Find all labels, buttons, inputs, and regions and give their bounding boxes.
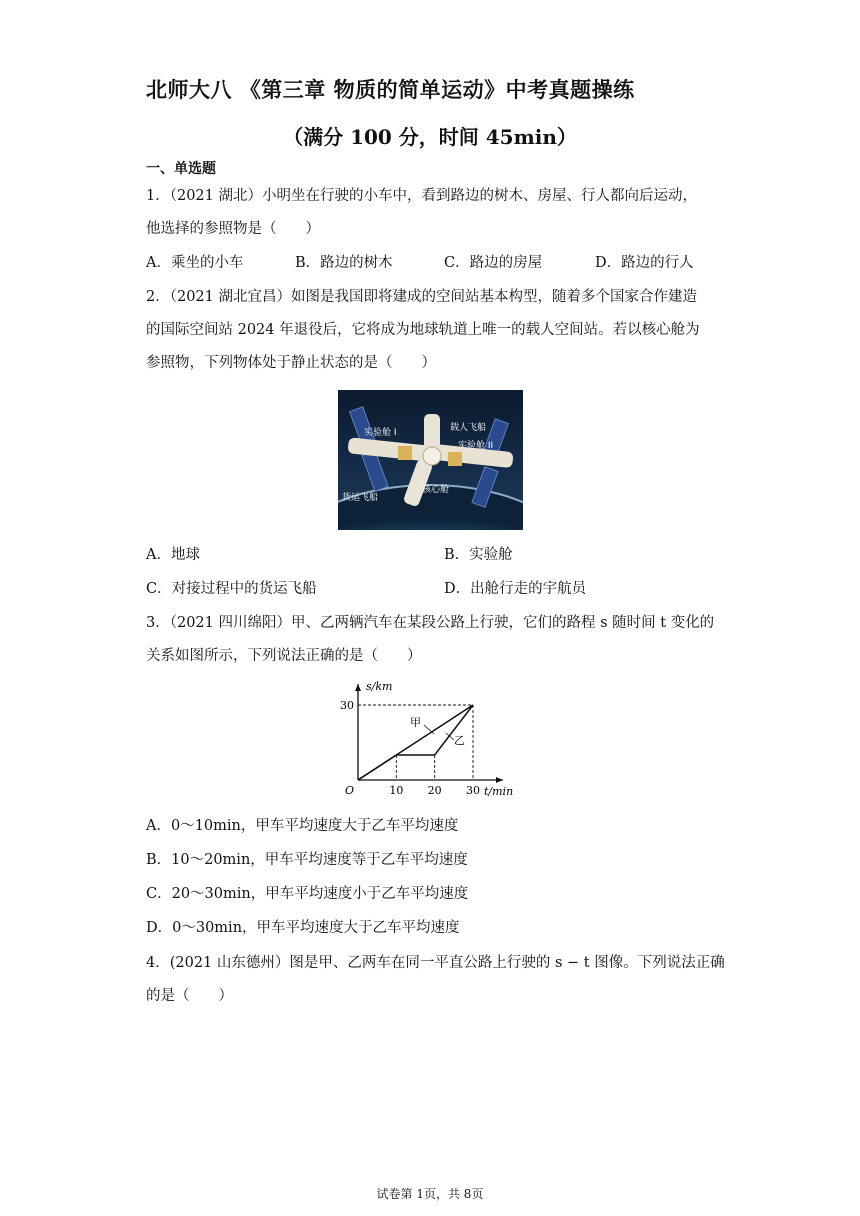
x-tick-10: 10 — [389, 784, 404, 797]
q2-option-a: A．地球 — [146, 547, 200, 563]
q3-line2: 关系如图所示，下列说法正确的是（ ） — [146, 648, 422, 664]
series-jia-pointer — [424, 725, 434, 734]
q2-option-d: D．出舱行走的宇航员 — [444, 581, 587, 597]
q3-option-a: A．0～10min，甲车平均速度大于乙车平均速度 — [146, 818, 459, 834]
series-yi-label: 乙 — [454, 734, 465, 747]
q2-option-c: C．对接过程中的货运飞船 — [146, 581, 317, 597]
q3-line1: 3．（2021 四川绵阳）甲、乙两辆汽车在某段公路上行驶，它们的路程 s 随时间 t 变化的 — [146, 615, 715, 631]
y-axis-arrow — [355, 684, 361, 691]
q2-option-b: B．实验舱 — [444, 547, 513, 563]
series-jia-label: 甲 — [410, 716, 421, 729]
x-axis-label: t/min — [484, 785, 514, 798]
y-tick-30: 30 — [340, 699, 354, 712]
q1-option-a: A．乘坐的小车 — [146, 255, 244, 271]
page-subtitle: （满分 100 分，时间 45min） — [283, 125, 577, 149]
page-footer: 试卷第 1页，共 8页 — [376, 1187, 484, 1201]
q2-line1: 2．（2021 湖北宜昌）如图是我国即将建成的空间站基本构型，随着多个国家合作建造 — [146, 289, 697, 305]
space-station-figure — [338, 390, 523, 530]
q2-line3: 参照物，下列物体处于静止状态的是（ ） — [146, 355, 436, 371]
label-lab2: 实验舱 II — [458, 441, 494, 451]
q1-line1: 1．（2021 湖北）小明坐在行驶的小车中，看到路边的树木、房屋、行人都向后运动， — [146, 188, 697, 204]
q1-option-d: D．路边的行人 — [595, 255, 694, 271]
q4-line1: 4．(2021 山东德州）图是甲、乙两车在同一平直公路上行驶的 s − t 图像。下列说法正确 — [146, 955, 725, 971]
q4-line2: 的是（ ） — [146, 988, 233, 1004]
label-cargo-ship: 货运飞船 — [342, 493, 379, 503]
st-graph — [338, 678, 523, 800]
section-heading: 一、单选题 — [146, 161, 216, 177]
q1-option-c: C．路边的房屋 — [444, 255, 543, 271]
q2-line2: 的国际空间站 2024 年退役后，它将成为地球轨道上唯一的载人空间站。若以核心舱为 — [146, 322, 700, 338]
q3-option-d: D．0～30min，甲车平均速度大于乙车平均速度 — [146, 920, 460, 936]
q3-option-c: C．20～30min，甲车平均速度小于乙车平均速度 — [146, 886, 469, 902]
x-tick-20: 20 — [427, 784, 442, 797]
origin-label: O — [344, 784, 354, 797]
label-core-module: 核心舱 — [422, 485, 450, 495]
label-crew-ship: 载人飞船 — [450, 423, 487, 433]
page-title: 北师大八 《第三章 物质的简单运动》中考真题操练 — [146, 78, 635, 102]
q1-option-b: B．路边的树木 — [295, 255, 393, 271]
q3-option-b: B．10～20min，甲车平均速度等于乙车平均速度 — [146, 852, 468, 868]
x-axis-arrow — [496, 777, 503, 783]
label-lab1: 实验舱 I — [364, 428, 397, 438]
q1-line2: 他选择的参照物是（ ） — [146, 221, 320, 237]
y-axis-label: s/km — [366, 680, 393, 693]
x-tick-30: 30 — [466, 784, 480, 797]
